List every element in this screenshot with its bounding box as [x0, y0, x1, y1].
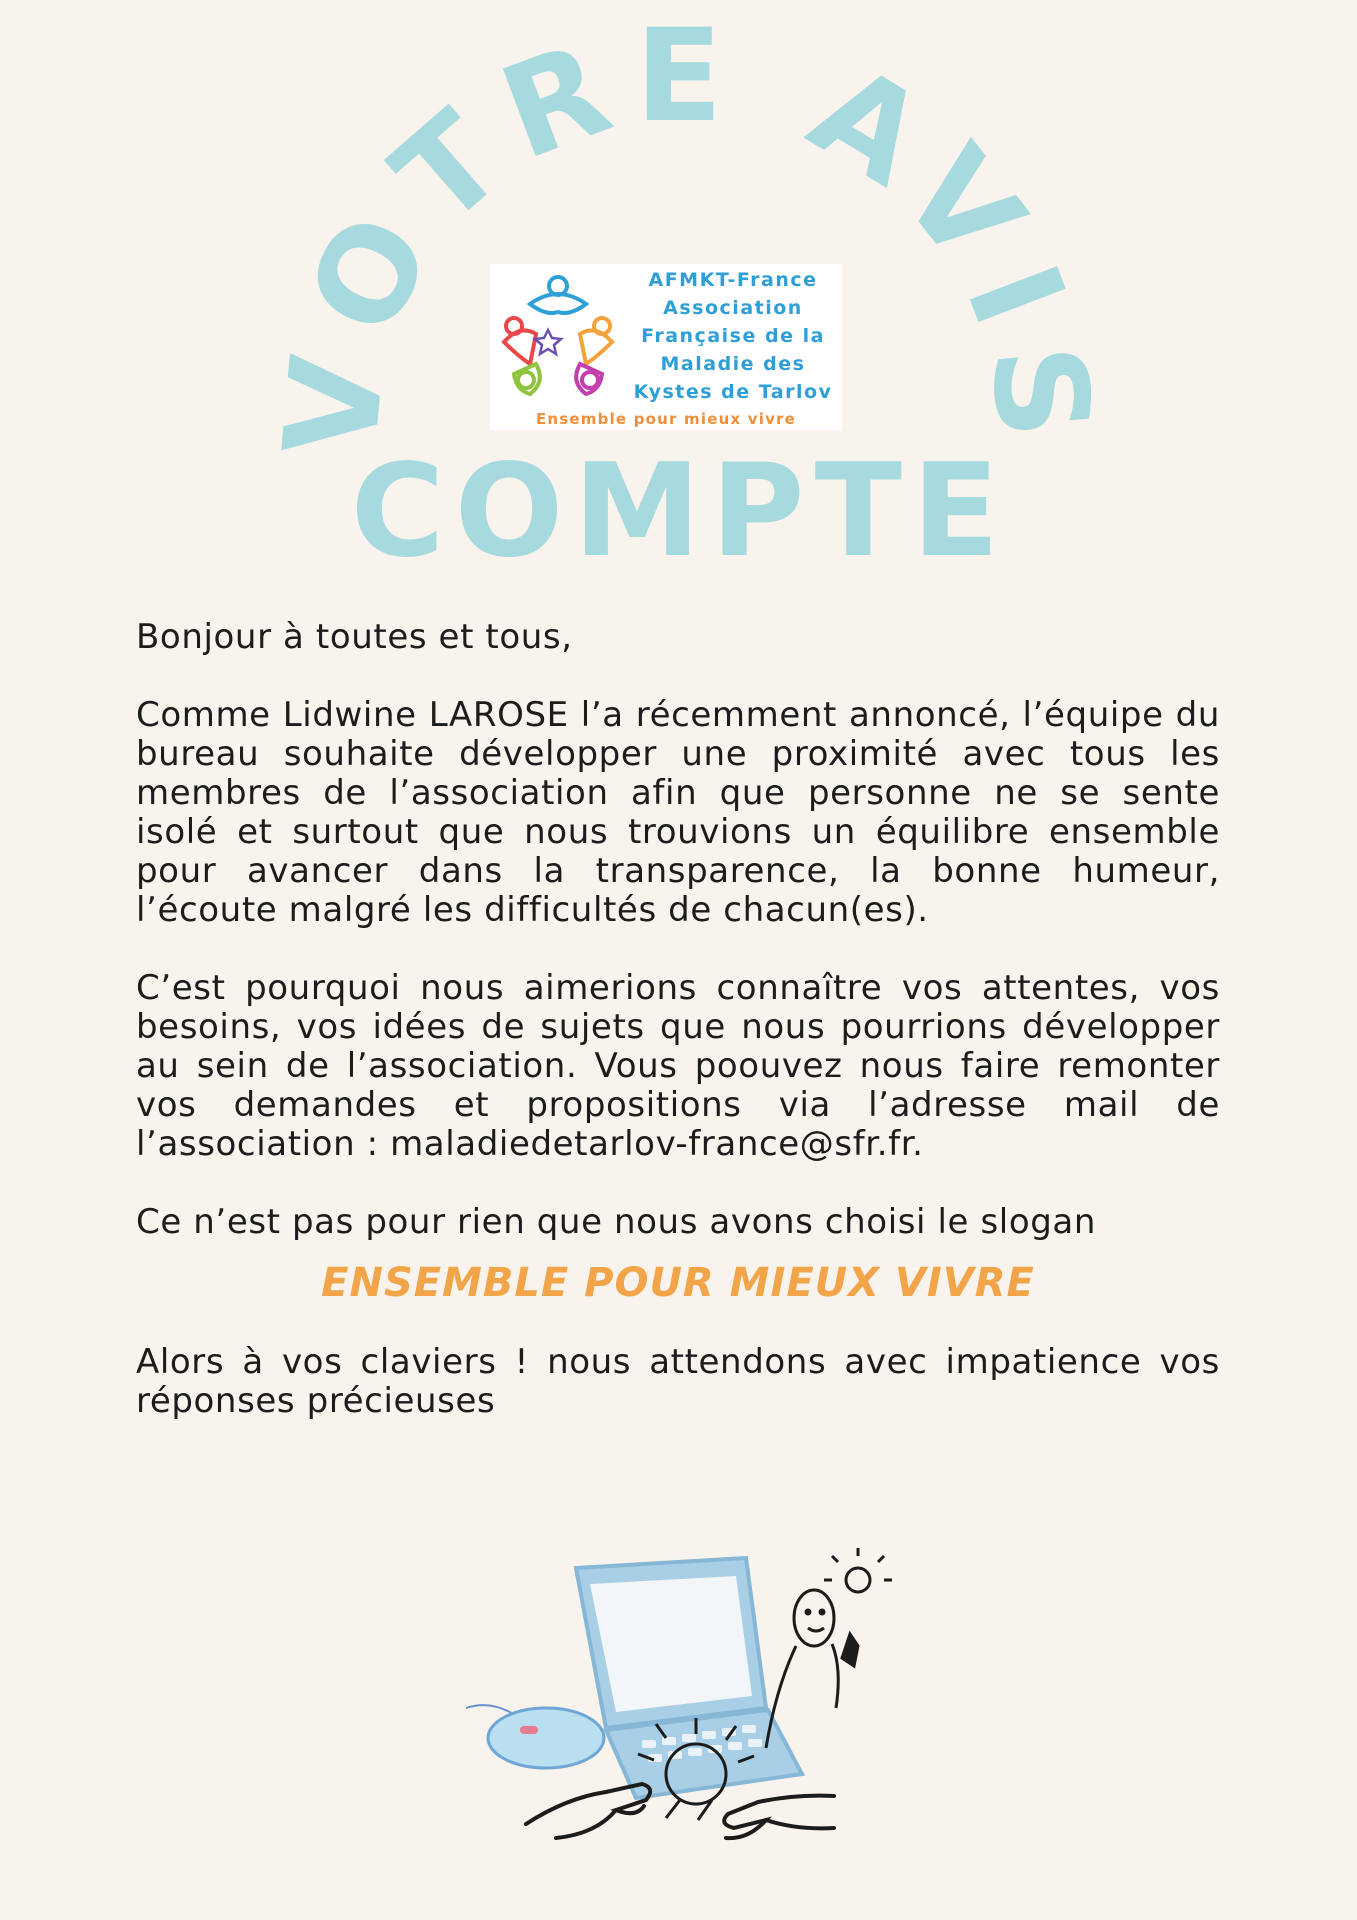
paragraph-request: C’est pourquoi nous aimerions connaître vos attentes, vos besoins, vos idées de sujets que nous pourrions développer au sein de l’association. Vous poouvez nous faire remonter vos demandes et propositions via l’adresse mail de l’association : maladiedetarlov-france@sfr.fr. — [136, 968, 1220, 1164]
closing: Alors à vos claviers ! nous attendons avec impatience vos réponses précieuses — [136, 1342, 1220, 1421]
paragraph-slogan-intro: Ce n’est pas pour rien que nous avons choisi le slogan — [136, 1202, 1097, 1242]
logo-line-3: Française de la — [641, 325, 825, 347]
laptop-icon — [576, 1558, 802, 1798]
arc-title-text: VOTRE AVIS — [256, 1, 1120, 463]
greeting: Bonjour à toutes et tous, — [136, 617, 573, 657]
letter-body — [136, 618, 1220, 1421]
illustration — [466, 1548, 896, 1848]
logo-text — [626, 266, 840, 406]
logo-line-1: AFMKT-France — [648, 269, 818, 291]
logo-tagline: Ensemble pour mieux vivre — [535, 410, 797, 428]
slogan: ENSEMBLE POUR MIEUX VIVRE — [321, 1260, 1035, 1306]
logo-line-2: Association — [663, 297, 803, 319]
paragraph-intro: Comme Lidwine LAROSE l’a récemment annoncé, l’équipe du bureau souhaite développer une proximité avec tous les membres de l’association afin que personne ne se sente isolé et surtout que nous trouvions un équilibre ensemble pour avancer dans la transparence, la bonne humeur, l’écoute malgré les difficultés de chacun(es). — [136, 695, 1220, 930]
logo-line-5: Kystes de Tarlov — [633, 381, 833, 403]
logo-line-4: Maladie des — [660, 353, 806, 375]
logo-people-icon — [490, 264, 626, 404]
mouse-icon — [466, 1705, 604, 1768]
person-icon — [766, 1548, 892, 1748]
association-logo — [490, 264, 842, 430]
title-second-line: COMPTE — [350, 437, 1010, 586]
